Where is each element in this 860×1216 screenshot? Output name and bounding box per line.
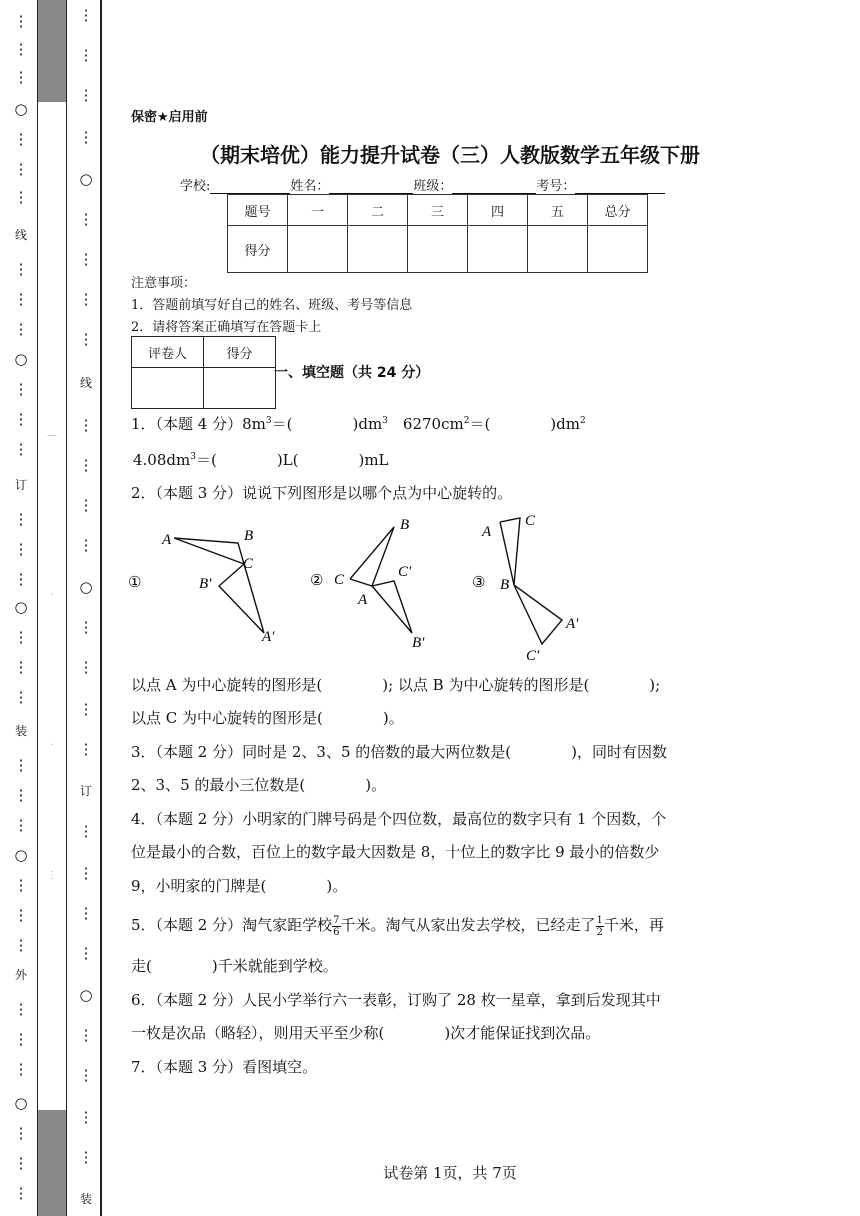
dots-mark: ⋮ <box>78 210 94 228</box>
point-label: A′ <box>262 629 275 645</box>
score-cell[interactable] <box>528 226 588 273</box>
score-cell[interactable] <box>288 226 348 273</box>
circle-mark: ○ <box>14 350 28 368</box>
fraction: $\frac{7}{6}$ <box>333 914 340 938</box>
dots-mark: ⋮ <box>78 496 94 514</box>
question-5-line-2: 走( )千米就能到学校。 <box>131 957 338 975</box>
point-label: C′ <box>526 648 540 664</box>
dots-mark: ⋮ <box>13 936 29 954</box>
dots-mark: ⋮ <box>78 46 94 64</box>
dots-mark: ⋮ <box>78 6 94 24</box>
dots-mark: ⋮ <box>78 658 94 676</box>
point-label: B <box>400 517 410 533</box>
dots-mark: ⋮ <box>13 786 29 804</box>
dots-mark: ⋮ <box>78 1148 94 1166</box>
dots-mark: ⋮ <box>13 510 29 528</box>
dots-mark: ⋮ <box>13 380 29 398</box>
dots-mark: ⋮ <box>78 86 94 104</box>
point-label: C <box>243 556 254 572</box>
dots-mark: ⋮ <box>13 540 29 558</box>
circle-mark: ○ <box>14 598 28 616</box>
page-footer: 试卷第 1页，共 7页 <box>383 1164 517 1182</box>
class-blank[interactable] <box>452 179 536 194</box>
binding-label: 线 <box>14 228 27 242</box>
circle-mark: ○ <box>14 846 28 864</box>
circle-mark: ○ <box>79 578 93 596</box>
band-mark: · <box>50 590 54 601</box>
dots-mark: ⋮ <box>13 440 29 458</box>
question-4-line-3: 9，小明家的门牌是( )。 <box>131 877 348 895</box>
dots-mark: ⋮ <box>13 1060 29 1078</box>
binding-label: 装 <box>14 724 27 738</box>
dots-mark: ⋮ <box>13 410 29 428</box>
inner-dots-column <box>74 0 98 1216</box>
question-2-answer-line-1: 以点 A 为中心旋转的图形是( ); 以点 B 为中心旋转的图形是( ); <box>131 676 661 694</box>
dots-mark: ⋮ <box>78 904 94 922</box>
point-label: B <box>500 577 510 593</box>
dots-mark: ⋮ <box>13 876 29 894</box>
score-table-header: 题号 <box>228 195 288 226</box>
binding-margin <box>0 0 104 1216</box>
dots-mark: ⋮ <box>13 130 29 148</box>
figure-1 <box>126 508 296 662</box>
score-row-label: 得分 <box>228 226 288 273</box>
circle-mark: ○ <box>14 1094 28 1112</box>
band-mark: — <box>47 430 57 441</box>
point-label: A′ <box>566 616 579 632</box>
binding-label: 装 <box>79 1192 92 1206</box>
question-6-line-2: 一枚是次品（略轻），则用天平至少称( )次才能保证找到次品。 <box>131 1024 601 1042</box>
dots-mark: ⋮ <box>78 822 94 840</box>
point-label: A <box>482 524 492 540</box>
score-cell[interactable] <box>588 226 648 273</box>
dots-mark: ⋮ <box>78 250 94 268</box>
dots-mark: ⋮ <box>13 290 29 308</box>
dots-mark: ⋮ <box>13 260 29 278</box>
name-label: 姓名： <box>290 179 330 194</box>
secret-label: 保密★启用前 <box>131 110 208 125</box>
band-mark: ⋮ <box>47 870 57 881</box>
section-title: 一、填空题（共 24 分） <box>274 365 430 381</box>
dots-mark: ⋮ <box>13 906 29 924</box>
grader-col: 评卷人 <box>132 337 204 368</box>
score-cell[interactable] <box>348 226 408 273</box>
question-6-line-1: 6．（本题 2 分）人民小学举行六一表彰，订购了 28 枚一星章，拿到后发现其中 <box>131 991 661 1009</box>
score-col: 一 <box>288 195 348 226</box>
notice-item: 2．请将答案正确填写在答题卡上 <box>131 320 322 335</box>
fraction: $\frac{1}{2}$ <box>596 914 603 938</box>
binding-label: 订 <box>14 478 27 492</box>
score-col: 二 <box>348 195 408 226</box>
binding-label: 订 <box>79 784 92 798</box>
notice-item: 1．答题前填写好自己的姓名、班级、考号等信息 <box>131 298 413 313</box>
dots-mark: ⋮ <box>13 68 29 86</box>
exam-no-label: 考号： <box>536 179 576 194</box>
question-5-line-1: 5．（本题 2 分）淘气家距学校 $\frac{7}{6}$ 千米。淘气从家出发去学校，已经走了 $\frac{1}{2}$ 千米，再 <box>131 914 664 938</box>
circle-mark: ○ <box>79 986 93 1004</box>
dots-mark: ⋮ <box>78 128 94 146</box>
point-label: A <box>358 592 368 608</box>
dots-mark: ⋮ <box>78 1026 94 1044</box>
figure-number: ① <box>128 575 142 591</box>
question-1-line-1: 1．（本题 4 分）$8m^3=$( )$dm^3$ $6270cm^2=$( )$dm^2$ <box>131 415 586 433</box>
question-7: 7．（本题 3 分）看图填空。 <box>131 1058 318 1076</box>
score-col: 总分 <box>588 195 648 226</box>
dots-mark: ⋮ <box>78 618 94 636</box>
band-mark: · <box>50 740 54 751</box>
question-3-line-2: 2、3、5 的最小三位数是( )。 <box>131 776 387 794</box>
figure-3 <box>470 508 600 672</box>
binding-label: 线 <box>79 376 92 390</box>
score-col: 四 <box>468 195 528 226</box>
dots-mark: ⋮ <box>13 816 29 834</box>
score-col: 三 <box>408 195 468 226</box>
point-label: C <box>334 572 345 588</box>
grader-cell[interactable] <box>204 368 276 409</box>
grader-table <box>131 336 276 409</box>
dots-mark: ⋮ <box>13 1124 29 1142</box>
circle-mark: ○ <box>14 100 28 118</box>
score-cell[interactable] <box>468 226 528 273</box>
dots-mark: ⋮ <box>13 320 29 338</box>
dots-mark: ⋮ <box>78 1066 94 1084</box>
dots-mark: ⋮ <box>13 1154 29 1172</box>
dots-mark: ⋮ <box>78 330 94 348</box>
dots-mark: ⋮ <box>13 160 29 178</box>
band-dark-top <box>38 0 66 102</box>
question-1-line-2: $4.08dm^3=$( )L( )mL <box>133 451 389 469</box>
score-cell[interactable] <box>408 226 468 273</box>
dots-mark: ⋮ <box>13 188 29 206</box>
dots-mark: ⋮ <box>13 1184 29 1202</box>
student-info-line <box>180 175 665 194</box>
point-label: B′ <box>199 576 212 592</box>
dots-mark: ⋮ <box>13 12 29 30</box>
score-table <box>227 194 648 273</box>
grader-cell[interactable] <box>132 368 204 409</box>
name-blank[interactable] <box>329 179 413 194</box>
binding-line <box>100 0 102 1216</box>
score-col: 五 <box>528 195 588 226</box>
point-label: A <box>162 532 172 548</box>
dots-mark: ⋮ <box>78 536 94 554</box>
grader-score-col: 得分 <box>204 337 276 368</box>
notice-title: 注意事项： <box>131 276 197 291</box>
figure-2 <box>306 508 446 662</box>
school-blank[interactable] <box>210 179 290 194</box>
point-label: B <box>244 528 254 544</box>
figure-number: ③ <box>472 575 486 591</box>
figure-number: ② <box>310 573 324 589</box>
point-label: C′ <box>398 564 412 580</box>
dots-mark: ⋮ <box>13 628 29 646</box>
dots-mark: ⋮ <box>13 40 29 58</box>
point-label: B′ <box>412 635 425 651</box>
point-label: C <box>525 513 536 529</box>
dots-mark: ⋮ <box>78 944 94 962</box>
dots-mark: ⋮ <box>13 1000 29 1018</box>
dots-mark: ⋮ <box>13 1030 29 1048</box>
page-title: （期末培优）能力提升试卷（三）人教版数学五年级下册 <box>200 143 700 167</box>
dots-mark: ⋮ <box>78 740 94 758</box>
class-label: 班级： <box>413 179 453 194</box>
dots-mark: ⋮ <box>13 756 29 774</box>
dots-mark: ⋮ <box>78 1108 94 1126</box>
dots-mark: ⋮ <box>13 570 29 588</box>
school-label: 学校: <box>180 179 211 194</box>
dots-mark: ⋮ <box>78 700 94 718</box>
question-2: 2．（本题 3 分）说说下列图形是以哪个点为中心旋转的。 <box>131 484 513 502</box>
binding-label: 外 <box>14 968 27 982</box>
binding-band <box>37 0 67 1216</box>
exam-no-blank[interactable] <box>575 179 665 194</box>
circle-mark: ○ <box>79 170 93 188</box>
dots-mark: ⋮ <box>78 416 94 434</box>
dots-mark: ⋮ <box>13 658 29 676</box>
question-2-answer-line-2: 以点 C 为中心旋转的图形是( )。 <box>131 709 404 727</box>
question-3-line-1: 3．（本题 2 分）同时是 2、3、5 的倍数的最大两位数是( )，同时有因数 <box>131 743 667 761</box>
dots-mark: ⋮ <box>78 456 94 474</box>
dots-mark: ⋮ <box>78 290 94 308</box>
question-4-line-2: 位是最小的合数，百位上的数字最大因数是 8，十位上的数字比 9 最小的倍数少 <box>131 843 660 861</box>
dots-mark: ⋮ <box>13 688 29 706</box>
dots-mark: ⋮ <box>78 864 94 882</box>
question-4-line-1: 4．（本题 2 分）小明家的门牌号码是个四位数，最高位的数字只有 1 个因数，个 <box>131 810 667 828</box>
outer-dots-column <box>10 0 32 1216</box>
